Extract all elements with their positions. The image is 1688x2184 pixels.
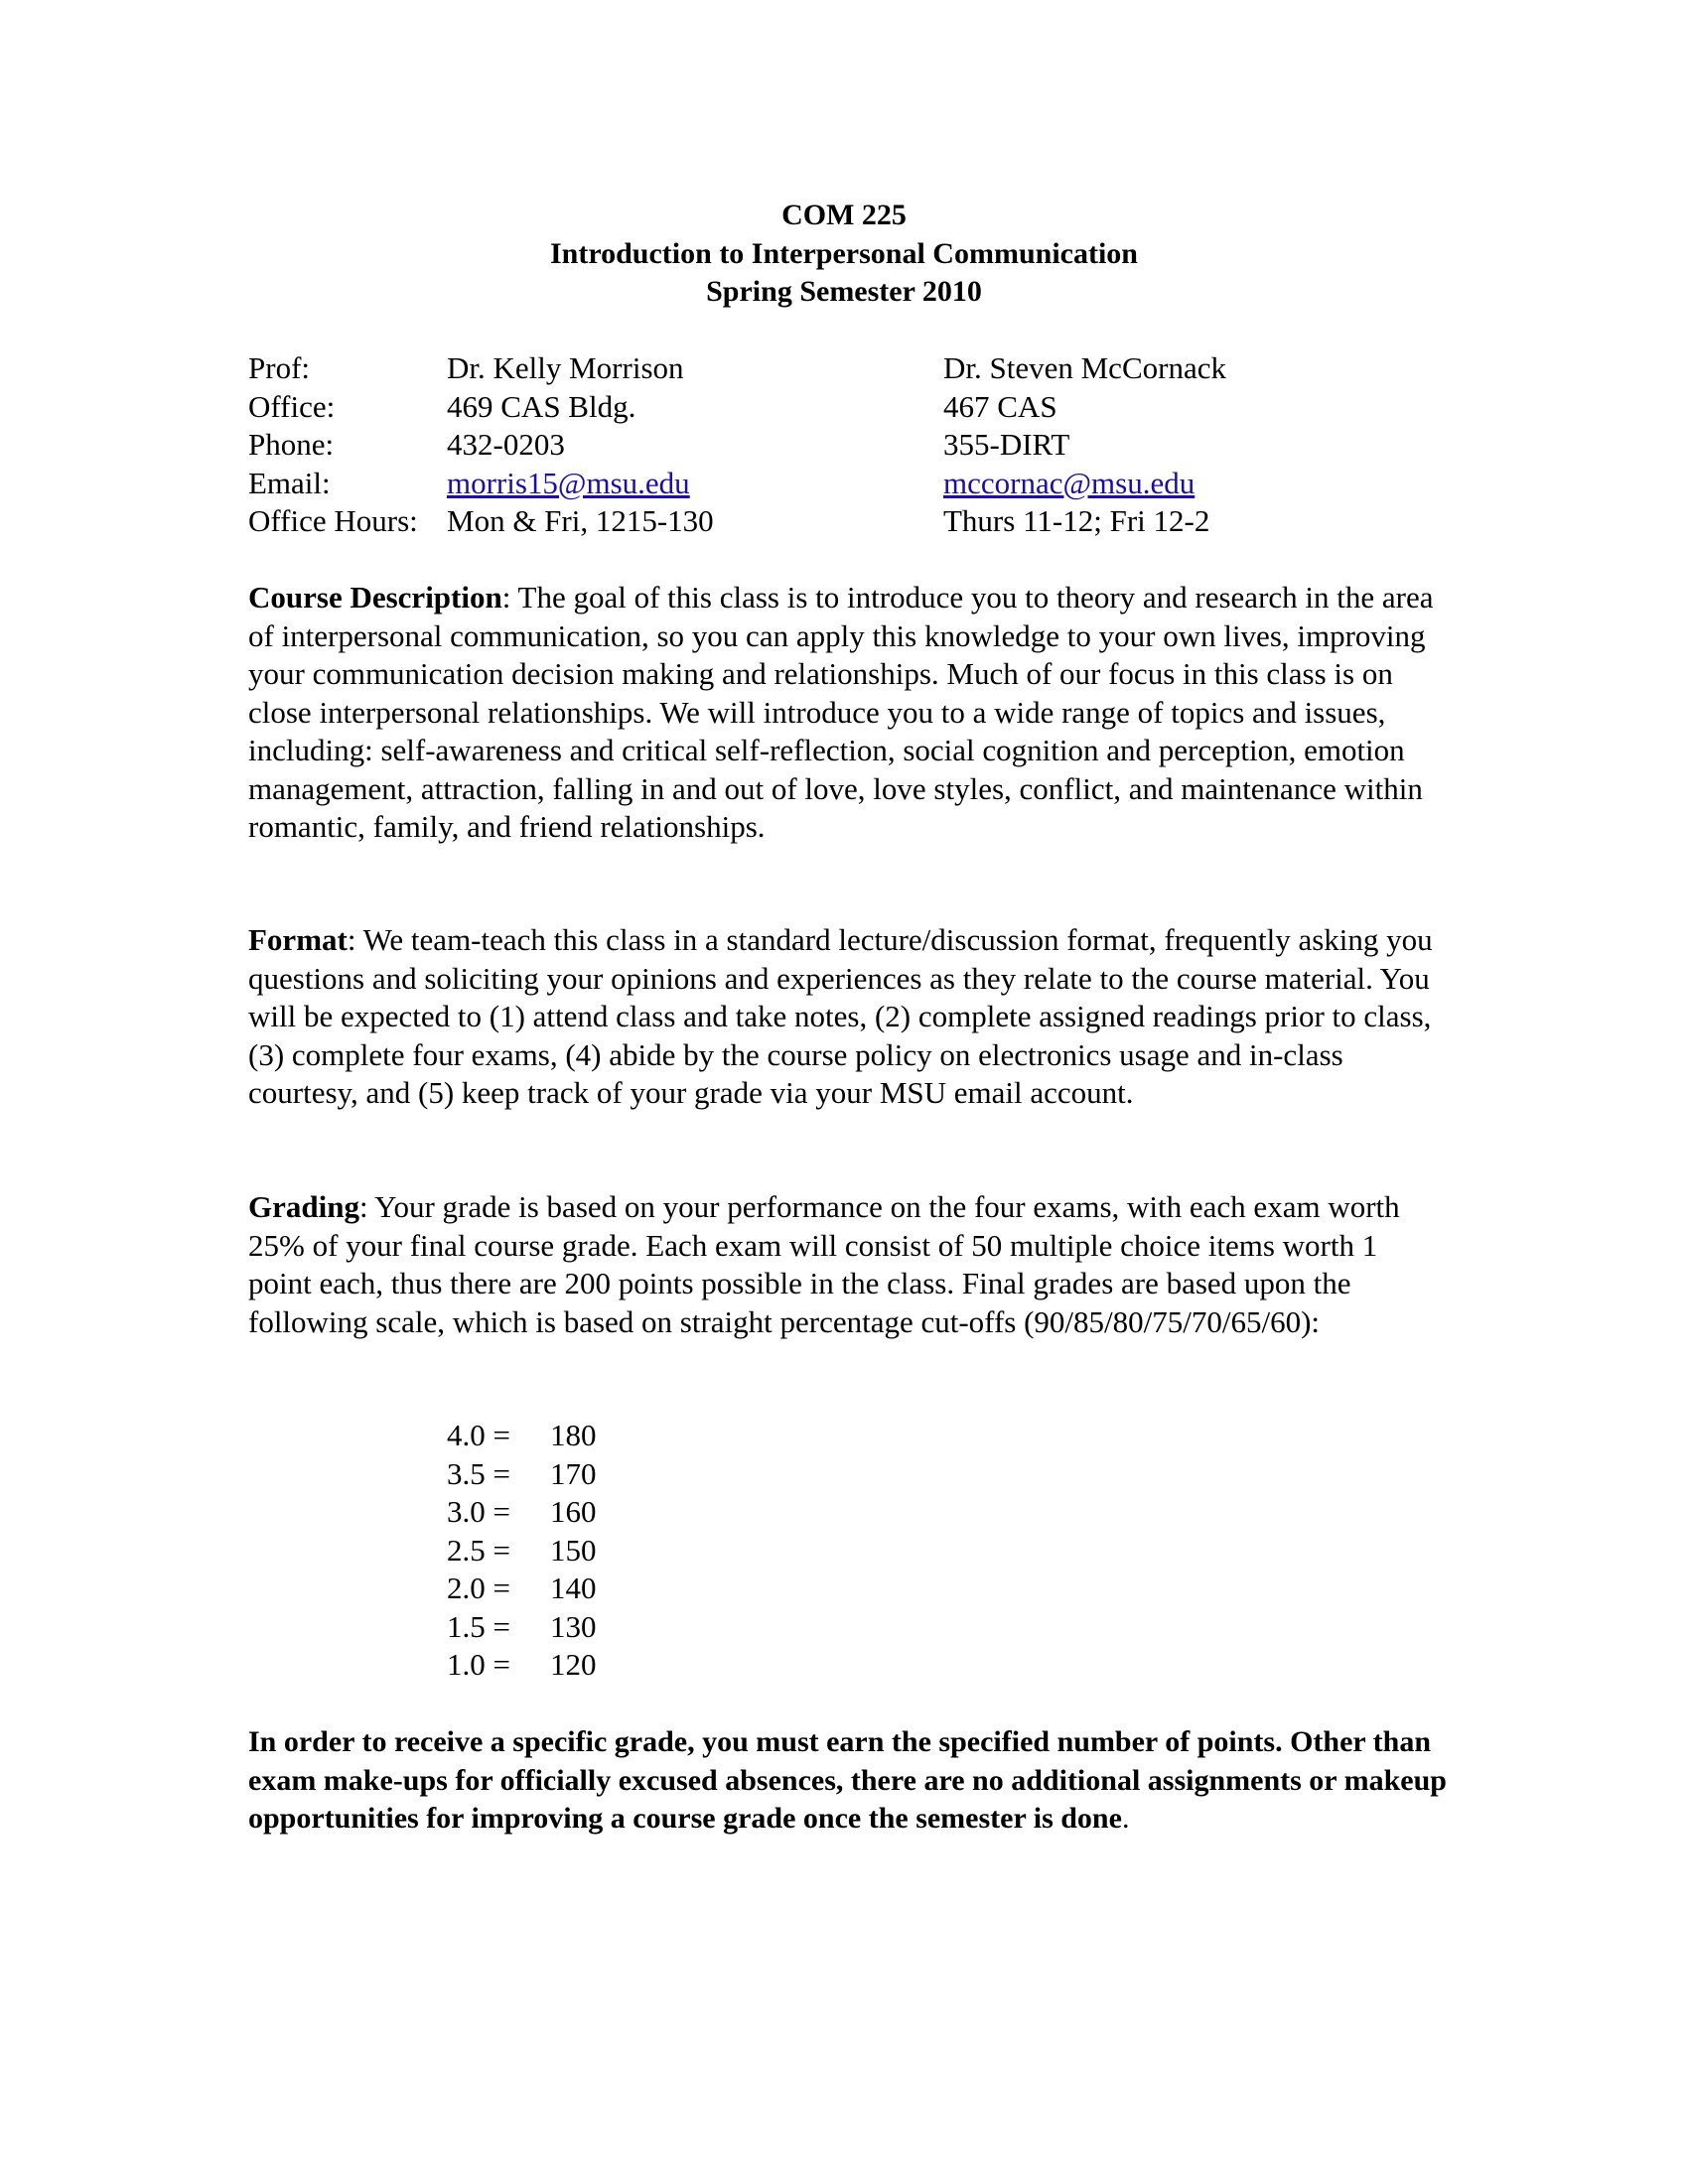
prof2-email-cell [943, 465, 1340, 503]
contact-row-phone [248, 426, 1340, 465]
prof2-office: 467 CAS [943, 388, 1057, 424]
course-description-heading: Course Description [248, 580, 502, 614]
scale-grade: 4.0 = [447, 1418, 510, 1452]
scale-grade: 2.5 = [447, 1532, 510, 1568]
contact-table [248, 349, 1340, 541]
label-phone: Phone: [248, 427, 335, 462]
scale-points: 160 [550, 1494, 597, 1529]
grading-text: : Your grade is based on your performance on the four exams, with each exam worth 25% of your final course grade. Each exam will consist of 50 multiple choice items worth 1 point each, thus there are 200 points possible in the class. Final grades are based upon the following scale, which is based on straight percentage cut-offs (90/85/80/75/70/65/60): [248, 1189, 1400, 1339]
grade-scale-row [447, 1417, 649, 1455]
scale-points: 140 [550, 1570, 597, 1605]
course-title: Introduction to Interpersonal Communication [550, 236, 1138, 270]
grading-policy-period: . [1121, 1802, 1130, 1835]
course-description-section [248, 579, 1440, 847]
format-heading: Format [248, 922, 348, 957]
scale-points: 130 [550, 1608, 597, 1644]
prof1-email-link[interactable]: morris15@msu.edu [447, 465, 690, 500]
scale-grade: 3.0 = [447, 1494, 510, 1529]
label-prof: Prof: [248, 350, 310, 385]
prof1-office: 469 CAS Bldg. [447, 388, 636, 424]
grade-scale-row [447, 1532, 649, 1570]
prof2-name: Dr. Steven McCornack [943, 350, 1226, 385]
course-description-text: : The goal of this class is to introduce you to theory and research in the area of interpersonal communication, so you can apply this knowledge to your own lives, improving your communication decision making and relationships. Much of our focus in this class is on close interpersonal relationships. We will introduce you to a wide range of topics and issues, including: self-awareness and critical self-reflection, social cognition and perception, emotion management, attraction, falling in and out of love, love styles, conflict, and maintenance within romantic, family, and friend relationships. [248, 580, 1434, 844]
scale-grade: 1.5 = [447, 1608, 510, 1644]
grading-policy-text: In order to receive a specific grade, you must earn the specified number of points. Other than exam make-ups for officially excused absences, there are no additional assignments or makeup opportunities for improving a course grade once the semester is done [248, 1725, 1447, 1835]
contact-row-office [248, 388, 1340, 427]
scale-points: 180 [550, 1418, 597, 1452]
grading-section [248, 1188, 1440, 1341]
grade-scale-row [447, 1570, 649, 1608]
scale-grade: 2.0 = [447, 1570, 510, 1605]
prof1-name: Dr. Kelly Morrison [447, 350, 684, 385]
format-text: : We team-teach this class in a standard lecture/discussion format, frequently asking you questions and soliciting your opinions and experiences as they relate to the course material. You will be expected to (1) attend class and take notes, (2) complete assigned readings prior to class, (3) complete four exams, (4) abide by the course policy on electronics usage and in-class courtesy, and (5) keep track of your grade via your MSU email account. [248, 922, 1433, 1110]
label-hours: Office Hours: [248, 503, 418, 538]
grade-scale-row [447, 1493, 649, 1532]
grading-policy-note [248, 1723, 1460, 1839]
grading-heading: Grading [248, 1189, 359, 1224]
prof1-phone: 432-0203 [447, 427, 565, 462]
semester: Spring Semester 2010 [706, 275, 982, 308]
contact-row-email [248, 465, 1340, 503]
label-office: Office: [248, 388, 336, 424]
scale-points: 150 [550, 1532, 597, 1568]
label-email: Email: [248, 465, 331, 500]
scale-points: 120 [550, 1647, 597, 1682]
scale-grade: 1.0 = [447, 1647, 510, 1682]
prof2-phone: 355-DIRT [943, 427, 1070, 462]
contact-row-hours [248, 502, 1340, 541]
scale-points: 170 [550, 1455, 597, 1491]
grade-scale-row [447, 1608, 649, 1647]
course-code: COM 225 [781, 199, 907, 231]
format-section [248, 921, 1440, 1113]
prof1-email-cell [447, 465, 943, 503]
grade-scale-row [447, 1646, 649, 1685]
prof2-email-link[interactable]: mccornac@msu.edu [943, 465, 1196, 500]
prof1-hours: Mon & Fri, 1215-130 [447, 503, 714, 538]
contact-row-prof [248, 349, 1340, 388]
grade-scale-row [447, 1455, 649, 1494]
title-block [0, 197, 1688, 312]
prof2-hours: Thurs 11-12; Fri 12-2 [943, 503, 1210, 538]
scale-grade: 3.5 = [447, 1455, 510, 1491]
grade-scale [447, 1417, 649, 1685]
